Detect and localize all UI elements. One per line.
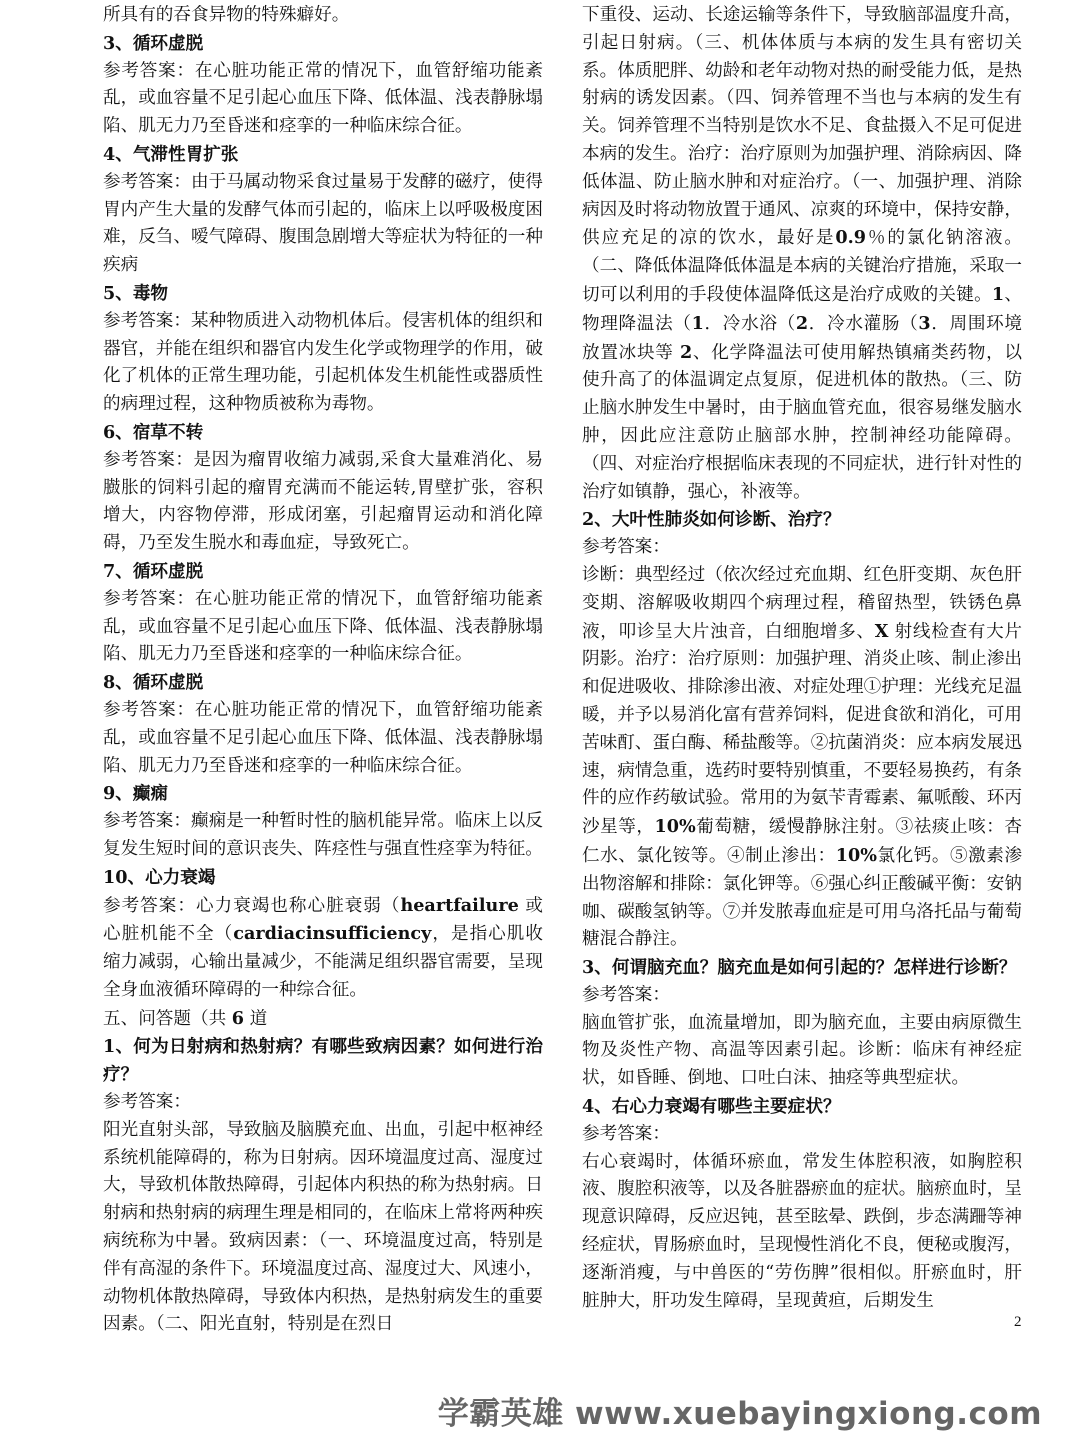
term-title: 6、宿草不转 [103,421,204,443]
answer-text: 脑血管扩张，血流量增加，即为脑充血，主要由病原微生物及炎性产物、高温等因素引起。诊断：临床有神经症状，如昏睡、倒地、口吐白沫、抽痉等典型症状。 [582,1012,1022,1089]
right-column [582,2,1022,1315]
text-run: ％的氯化钠溶液。（二、降低体温降低体温是本病的关键治疗措施，采取一切可以利用的手段使体温降低这是治疗成败的关键。 [582,228,1022,305]
bold-value: 1 [991,283,1005,305]
answer-label: 参考答案： [582,984,670,1005]
question-title: 3、何谓脑充血？脑充血是如何引起的？怎样进行诊断？ [582,957,1017,979]
term-title: 9、癫痫 [103,783,169,805]
section-heading [103,1005,543,1034]
answer-text [582,2,1022,506]
answer-text: 右心衰竭时，体循环瘀血，常发生体腔积液，如胸腔积液、腹腔积液等，以及各脏器瘀血的症状。脑瘀血时，呈现意识障碍，反应迟钝，甚至眩晕、跌倒，步态满跚等神经症状，胃肠瘀血时，呈现慢性消化不良，便秘或腹泻，逐渐消瘦，与中兽医的“劳伤脾”很相似。肝瘀血时，肝脏肿大，肝功发生障碍，呈现黄疸，后期发生 [582,1151,1022,1311]
bold-value: X [874,620,889,642]
term-title: 3、循环虚脱 [103,32,204,54]
question-title: 4、右心力衰竭有哪些主要症状？ [582,1096,841,1118]
answer-text [582,562,1022,954]
english-term: heartfailure [400,894,519,916]
question-count: 6 [231,1007,244,1029]
answer-label: 参考答案： [582,537,670,558]
term-answer: 参考答案：癫痫是一种暂时性的脑机能异常。临床上以反复发生短时间的意识丧失、阵痉性与强直性痉挛为特征。 [103,811,543,859]
bold-value: 0.9 [835,227,867,249]
paragraph: 所具有的吞食异物的特殊癖好。 [103,5,350,25]
text-run: ．冷水浴（ [703,313,796,334]
text-run: 氯化钙。⑤激素渗出物溶解和排除：氯化钾等。⑥强心纠正酸碱平衡：安钠咖、碳酸氢钠等。⑦并发脓毒血症是可用乌洛托品与葡萄糖混合静注。 [582,845,1022,950]
text-run: 下重役、运动、长途运输等条件下，导致脑部温度升高，引起日射病。（三、机体体质与本病的发生具有密切关系。体质肥胖、幼龄和老年动物对热的耐受能力低，是热射病的诱发因素。（四、饲养管理不当也与本病的发生有关。饲养管理不当特别是饮水不足、食盐摄入不足可促进本病的发生。治疗：治疗原则为加强护理、消除病因、降低体温、防止脑水肿和对症治疗。（一、加强护理、消除病因及时将动物放置于通风、凉爽的环境中，保持安静，供应充足的凉的饮水，最好是 [582,5,1022,249]
text-run: 或心脏机能不全（ [103,895,543,945]
term-answer: 参考答案：由于马属动物采食过量易于发酵的磁疗，使得胃内产生大量的发酵气体而引起的，临床上以呼吸极度困难，反刍、嗳气障碍、腹围急剧增大等症状为特征的一种疾病 [103,171,543,276]
footer-watermark: 学霸英雄 www.xuebayingxiong.com [437,1396,1042,1432]
answer-label: 参考答案： [582,1123,670,1144]
term-title: 7、循环虚脱 [103,560,204,582]
page-number: 2 [1014,1314,1022,1330]
text-run: 葡萄糖，缓慢静脉注射。③祛痰止咳：杏仁水、氯化铵等。④制止渗出： [582,817,1022,866]
bold-value: 10% [654,816,696,838]
term-answer: 参考答案：在心脏功能正常的情况下，血管舒缩功能紊乱，或血容量不足引起心血压下降、低体温、浅表静脉塌陷、肌无力乃至昏迷和痉挛的一种临床综合征。 [103,60,543,137]
text-run: 、物理降温法（ [582,284,1022,334]
answer-label: 参考答案： [103,1092,191,1113]
term-answer: 参考答案：在心脏功能正常的情况下，血管舒缩功能紊乱，或血容量不足引起心血压下降、低体温、浅表静脉塌陷、肌无力乃至昏迷和痉挛的一种临床综合征。 [103,588,543,665]
bold-value: 2 [795,312,809,334]
text-run: ．冷水灌肠（ [808,313,919,334]
text-run: 五、问答题（共 [103,1008,232,1029]
text-run: 诊断：典型经过（依次经过充血期、红色肝变期、灰色肝变期、溶解吸收期四个病理过程，稽留热型，铁锈色鼻液，叩诊呈大片浊音，白细胞增多、 [582,564,1022,642]
english-term: cardiacinsufficiency [233,923,432,945]
question-title: 2、大叶性肺炎如何诊断、治疗？ [582,509,841,531]
term-answer: 参考答案：是因为瘤胃收缩力减弱,采食大量难消化、易臌胀的饲料引起的瘤胃充满而不能运转,胃壁扩张，容积增大，内容物停滞，形成闭塞，引起瘤胃运动和消化障碍，乃至发生脱水和毒血症，导致死亡。 [103,449,543,554]
left-column [103,2,543,1339]
bold-value: 3 [918,312,931,334]
question-title: 1、何为日射病和热射病？有哪些致病因素？如何进行治疗？ [103,1036,543,1086]
term-answer: 参考答案：某种物质进入动物机体后。侵害机体的组织和器官，并能在组织和器官内发生化学或物理学的作用，破化了机体的正常生理功能，引起机体发生机能性或器质性的病理过程，这种物质被称为毒物。 [103,310,543,415]
text-run: 参考答案：心力衰竭也称心脏衰弱（ [103,895,401,916]
text-run: ，是指心肌收缩力减弱，心输出量减少，不能满足组织器官需要，呈现全身血液循环障碍的一种综合征。 [103,924,543,1000]
bold-value: 2 [679,341,693,363]
answer-text: 阳光直射头部，导致脑及脑膜充血、出血，引起中枢神经系统机能障碍的，称为日射病。因环境温度过高、湿度过大，导致机体散热障碍，引起体内积热的称为热射病。日射病和热射病的病理生理是相同的，在临床上常将两种疾病统称为中暑。致病因素：（一、环境温度过高，特别是伴有高湿的条件下。环境温度过高、湿度过大、风速小，动物机体散热障碍，导致体内积热，是热射病发生的重要因素。（二、阳光直射，特别是在烈日 [103,1119,543,1335]
text-run: 射线检查有大片阴影。治疗：治疗原则：加强护理、消炎止咳、制止渗出和促进吸收、排除渗出液、对症处理①护理：光线充足温暖，并予以易消化富有营养饲料，促进食欲和消化，可用苦味酊、蛋白酶、稀盐酸等。②抗菌消炎：应本病发展迅速，病情急重，选药时要特别慎重，不要轻易换药，有条件的应作药敏试验。常用的为氨苄青霉素、氟哌酸、环丙沙星等， [582,621,1022,838]
text-run: ．周围环境放置冰块等 [582,313,1022,363]
term-answer [103,892,543,1005]
text-run: 道 [244,1008,268,1029]
term-title: 5、毒物 [103,282,169,304]
bold-value: 1 [691,312,704,334]
term-title: 4、气滞性胃扩张 [103,143,239,165]
term-title: 10、心力衰竭 [103,866,216,888]
term-title: 8、循环虚脱 [103,672,204,694]
bold-value: 10% [835,844,877,866]
term-answer: 参考答案：在心脏功能正常的情况下，血管舒缩功能紊乱，或血容量不足引起心血压下降、低体温、浅表静脉塌陷、肌无力乃至昏迷和痉挛的一种临床综合征。 [103,699,543,776]
text-run: 、化学降温法可使用解热镇痛类药物，以使升高了的体温调定点复原，促进机体的散热。（三、防止脑水肿发生中暑时，由于脑血管充血，很容易继发脑水肿，因此应注意防止脑部水肿，控制神经功能障碍。（四、对症治疗根据临床表现的不同症状，进行针对性的治疗如镇静，强心，补液等。 [582,342,1022,502]
